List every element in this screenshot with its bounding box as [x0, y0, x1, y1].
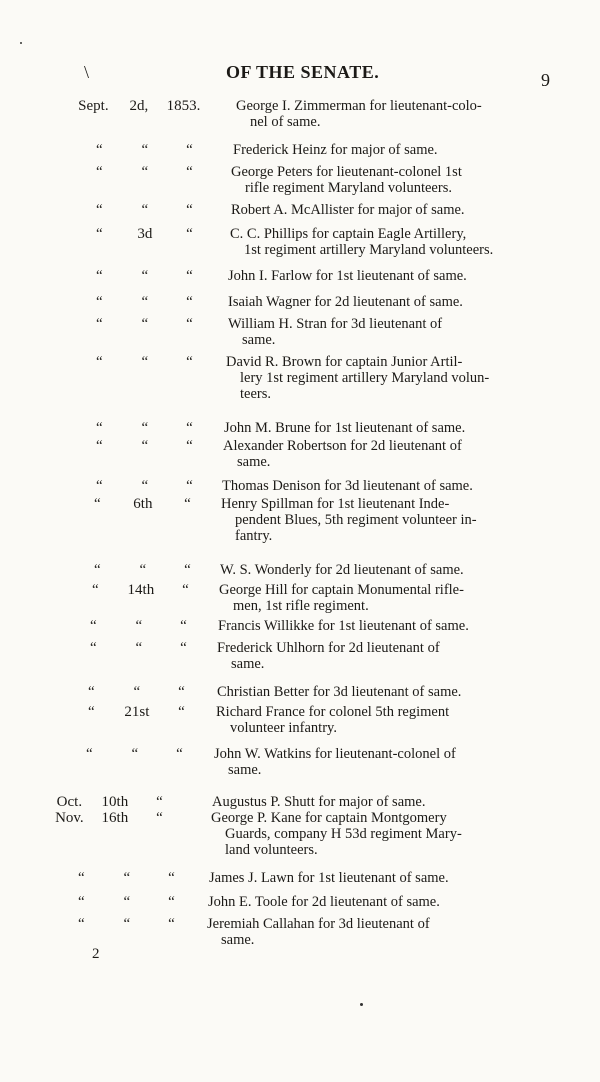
signature-mark: 2 [92, 946, 100, 962]
date-year: “ [178, 684, 185, 700]
entry-line: teers. [240, 386, 271, 402]
entry-text [218, 618, 532, 634]
entry-line: John I. Farlow for 1st lieutenant of same. [228, 268, 467, 284]
date-month: “ [78, 870, 85, 886]
entry-text [212, 794, 498, 810]
entry-text [208, 894, 512, 910]
date-year: 1853. [166, 98, 201, 114]
date-month: “ [86, 746, 93, 762]
date-month: “ [88, 704, 95, 720]
entry-date [44, 810, 184, 827]
date-month: “ [90, 618, 97, 634]
date-year: “ [186, 202, 193, 218]
entry-text [228, 294, 536, 310]
entry-line: volunteer infantry. [230, 720, 337, 736]
date-month: “ [96, 268, 103, 284]
entry-text [224, 420, 538, 436]
entry-date [74, 420, 214, 437]
date-year: “ [180, 618, 187, 634]
entry-date [74, 202, 214, 219]
entry-text [217, 684, 531, 700]
date-day: “ [141, 420, 149, 436]
entry-date [74, 354, 214, 371]
margin-mark: \ [84, 62, 90, 82]
entry-text [231, 202, 541, 218]
entry-line: rifle regiment Maryland volunteers. [245, 180, 452, 196]
date-year: “ [184, 562, 191, 578]
entry-line: Robert A. McAllister for major of same. [231, 202, 465, 218]
entry-date [72, 562, 212, 579]
date-day: “ [135, 618, 143, 634]
date-day: “ [139, 562, 147, 578]
date-month: “ [96, 354, 103, 370]
date-month: “ [96, 164, 103, 180]
entry-text [230, 226, 546, 258]
date-month: Sept. [78, 98, 109, 114]
date-month: “ [94, 562, 101, 578]
date-day: “ [135, 640, 143, 656]
entry-text [219, 582, 535, 614]
date-day: “ [141, 268, 149, 284]
entry-line: same. [242, 332, 276, 348]
entry-date [74, 294, 214, 311]
entry-line: Guards, company H 53d regiment Mary- [225, 826, 462, 842]
entry-line: same. [221, 932, 255, 948]
date-year: “ [186, 142, 193, 158]
entry-line: George Peters for lieutenant-colonel 1st [231, 164, 462, 180]
date-year: “ [156, 794, 163, 810]
entry-date [72, 496, 212, 513]
date-month: “ [96, 316, 103, 332]
ink-speck [20, 42, 22, 44]
date-day: “ [131, 746, 139, 762]
entry-line: Henry Spillman for 1st lieutenant Inde- [221, 496, 450, 512]
date-month: “ [78, 916, 85, 932]
entry-date [64, 746, 204, 763]
date-year: “ [178, 704, 185, 720]
date-day: “ [141, 294, 149, 310]
entry-date [68, 98, 208, 115]
entry-text [214, 746, 530, 778]
entry-line: William H. Stran for 3d lieutenant of [228, 316, 443, 332]
entry-line: John W. Watkins for lieutenant-colonel of [214, 746, 456, 762]
page-number: 9 [541, 70, 550, 90]
date-day: 10th [101, 794, 129, 810]
date-month: “ [96, 478, 103, 494]
entry-line: same. [237, 454, 271, 470]
date-month: “ [90, 640, 97, 656]
date-month: Nov. [55, 810, 84, 826]
date-day: “ [141, 478, 149, 494]
page-title: OF THE SENATE. [226, 62, 380, 82]
date-year: “ [168, 870, 175, 886]
entry-line: 1st regiment artillery Maryland volunteers. [244, 242, 494, 258]
date-month: “ [96, 294, 103, 310]
entry-date [66, 684, 206, 701]
entry-line: Francis Willikke for 1st lieutenant of same. [218, 618, 469, 634]
entry-date [66, 704, 206, 721]
date-day: “ [141, 202, 149, 218]
entry-line: nel of same. [250, 114, 321, 130]
entry-line: lery 1st regiment artillery Maryland volun- [240, 370, 490, 386]
date-day: 14th [127, 582, 155, 598]
entry-text [217, 640, 533, 672]
entry-text [231, 164, 543, 196]
ink-speck [360, 1003, 363, 1006]
entry-line: Jeremiah Callahan for 3d lieutenant of [207, 916, 430, 932]
entry-date [56, 916, 196, 933]
entry-line: Frederick Heinz for major of same. [233, 142, 438, 158]
entry-text [211, 810, 527, 858]
entry-line: Isaiah Wagner for 2d lieutenant of same. [228, 294, 463, 310]
entry-text [207, 916, 517, 948]
entry-line: pendent Blues, 5th regiment volunteer in- [235, 512, 477, 528]
entry-line: Christian Better for 3d lieutenant of same. [217, 684, 462, 700]
entry-line: John E. Toole for 2d lieutenant of same. [208, 894, 440, 910]
entry-line: George Hill for captain Monumental rifle- [219, 582, 464, 598]
date-year: “ [186, 294, 193, 310]
date-year: “ [186, 354, 193, 370]
entry-text [222, 478, 538, 494]
date-day: “ [123, 916, 131, 932]
entry-date [74, 226, 214, 243]
date-year: “ [186, 420, 193, 436]
entry-line: men, 1st rifle regiment. [233, 598, 369, 614]
date-day: “ [123, 870, 131, 886]
entry-date [56, 870, 196, 887]
date-year: “ [168, 894, 175, 910]
entry-line: land volunteers. [225, 842, 318, 858]
date-month: “ [78, 894, 85, 910]
date-year: “ [186, 478, 193, 494]
date-month: “ [94, 496, 101, 512]
date-day: “ [141, 164, 149, 180]
entry-text [233, 142, 545, 158]
date-month: “ [96, 202, 103, 218]
date-month: “ [96, 226, 103, 242]
entry-text [228, 316, 542, 348]
date-day: 21st [124, 704, 150, 720]
entry-date [74, 438, 214, 455]
entry-date [74, 478, 214, 495]
date-day: 3d [137, 226, 153, 242]
entry-line: same. [231, 656, 265, 672]
entry-text [216, 704, 530, 736]
entry-date [68, 640, 208, 657]
entry-line: Frederick Uhlhorn for 2d lieutenant of [217, 640, 440, 656]
entry-text [226, 354, 538, 402]
entry-line: James J. Lawn for 1st lieutenant of same. [209, 870, 449, 886]
entry-date [56, 894, 196, 911]
date-year: “ [168, 916, 175, 932]
date-day: “ [133, 684, 141, 700]
date-year: “ [180, 640, 187, 656]
entry-text [220, 562, 536, 578]
date-month: Oct. [56, 794, 83, 810]
entry-line: same. [228, 762, 262, 778]
entry-line: Richard France for colonel 5th regiment [216, 704, 450, 720]
date-day: “ [123, 894, 131, 910]
entry-date [74, 142, 214, 159]
date-day: “ [141, 438, 149, 454]
date-day: 2d, [129, 98, 149, 114]
entry-line: John M. Brune for 1st lieutenant of same. [224, 420, 466, 436]
entry-line: George I. Zimmerman for lieutenant-colo- [236, 98, 482, 114]
date-year: “ [186, 226, 193, 242]
date-month: “ [92, 582, 99, 598]
date-year: “ [186, 268, 193, 284]
entry-line: C. C. Phillips for captain Eagle Artillery, [230, 226, 467, 242]
date-day: “ [141, 354, 149, 370]
entry-text [209, 870, 513, 886]
entry-line: Thomas Denison for 3d lieutenant of same. [222, 478, 473, 494]
entry-line: George P. Kane for captain Montgomery [211, 810, 447, 826]
entry-text [223, 438, 537, 470]
date-year: “ [186, 316, 193, 332]
entry-date [74, 268, 214, 285]
date-day: “ [141, 316, 149, 332]
date-year: “ [184, 496, 191, 512]
entry-line: fantry. [235, 528, 273, 544]
date-day: 6th [133, 496, 153, 512]
entry-date [74, 164, 214, 181]
date-month: “ [96, 142, 103, 158]
date-day: 16th [101, 810, 129, 826]
entry-text [236, 98, 548, 130]
date-year: “ [176, 746, 183, 762]
entry-text [228, 268, 538, 284]
date-year: “ [186, 438, 193, 454]
date-month: “ [96, 438, 103, 454]
entry-line: David R. Brown for captain Junior Artil- [226, 354, 463, 370]
entry-line: W. S. Wonderly for 2d lieutenant of same. [220, 562, 464, 578]
entry-text [221, 496, 537, 544]
date-year: “ [182, 582, 189, 598]
entry-date [70, 582, 210, 599]
date-month: “ [96, 420, 103, 436]
date-day: “ [141, 142, 149, 158]
entry-line: Alexander Robertson for 2d lieutenant of [223, 438, 462, 454]
entry-date [68, 618, 208, 635]
entry-date [44, 794, 184, 811]
date-year: “ [186, 164, 193, 180]
date-year: “ [156, 810, 163, 826]
entry-line: Augustus P. Shutt for major of same. [212, 794, 426, 810]
date-month: “ [88, 684, 95, 700]
entry-date [74, 316, 214, 333]
